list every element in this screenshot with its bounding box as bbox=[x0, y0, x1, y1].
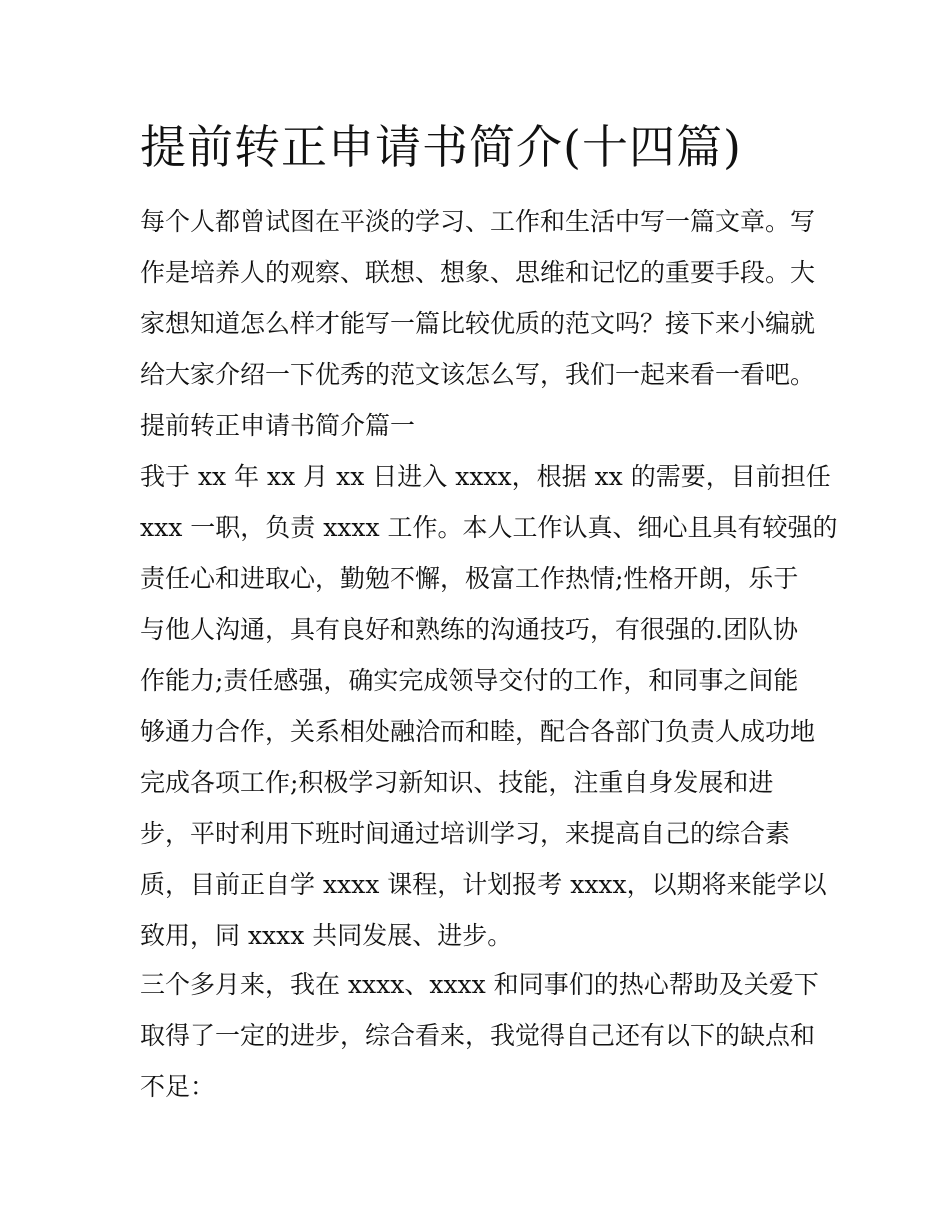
text-line: 作是培养人的观察、联想、想象、思维和记忆的重要手段。大 bbox=[140, 258, 816, 287]
text-line: 责任心和进取心，勤勉不懈，极富工作热情;性格开朗，乐于 bbox=[140, 564, 799, 593]
text-line: 每个人都曾试图在平淡的学习、工作和生活中写一篇文章。写 bbox=[140, 207, 816, 236]
text-line: 作能力;责任感强，确实完成领导交付的工作，和同事之间能 bbox=[140, 666, 799, 695]
text-line: 质，目前正自学 xxxx 课程，计划报考 xxxx，以期将来能学以 bbox=[140, 870, 827, 899]
text-line: xxx 一职，负责 xxxx 工作。本人工作认真、细心且具有较强的 bbox=[140, 513, 838, 542]
text-line: 够通力合作，关系相处融洽而和睦，配合各部门负责人成功地 bbox=[140, 717, 816, 746]
document-title: 提前转正申请书简介(十四篇) bbox=[140, 120, 742, 174]
section-heading: 提前转正申请书简介篇一 bbox=[140, 411, 416, 440]
text-line: 取得了一定的进步，综合看来，我觉得自己还有以下的缺点和 bbox=[140, 1021, 816, 1050]
text-line: 三个多月来，我在 xxxx、xxxx 和同事们的热心帮助及关爱下 bbox=[140, 970, 819, 999]
text-line: 给大家介绍一下优秀的范文该怎么写，我们一起来看一看吧。 bbox=[140, 360, 816, 389]
text-line: 致用，同 xxxx 共同发展、进步。 bbox=[140, 921, 513, 950]
text-line: 与他人沟通，具有良好和熟练的沟通技巧，有很强的.团队协 bbox=[140, 615, 798, 644]
text-line: 步，平时利用下班时间通过培训学习，来提高自己的综合素 bbox=[140, 819, 791, 848]
text-line: 不足： bbox=[140, 1072, 216, 1101]
text-line: 家想知道怎么样才能写一篇比较优质的范文吗？接下来小编就 bbox=[140, 309, 816, 338]
text-line: 完成各项工作;积极学习新知识、技能，注重自身发展和进 bbox=[140, 768, 774, 797]
text-line: 我于 xx 年 xx 月 xx 日进入 xxxx，根据 xx 的需要，目前担任 bbox=[140, 462, 831, 491]
